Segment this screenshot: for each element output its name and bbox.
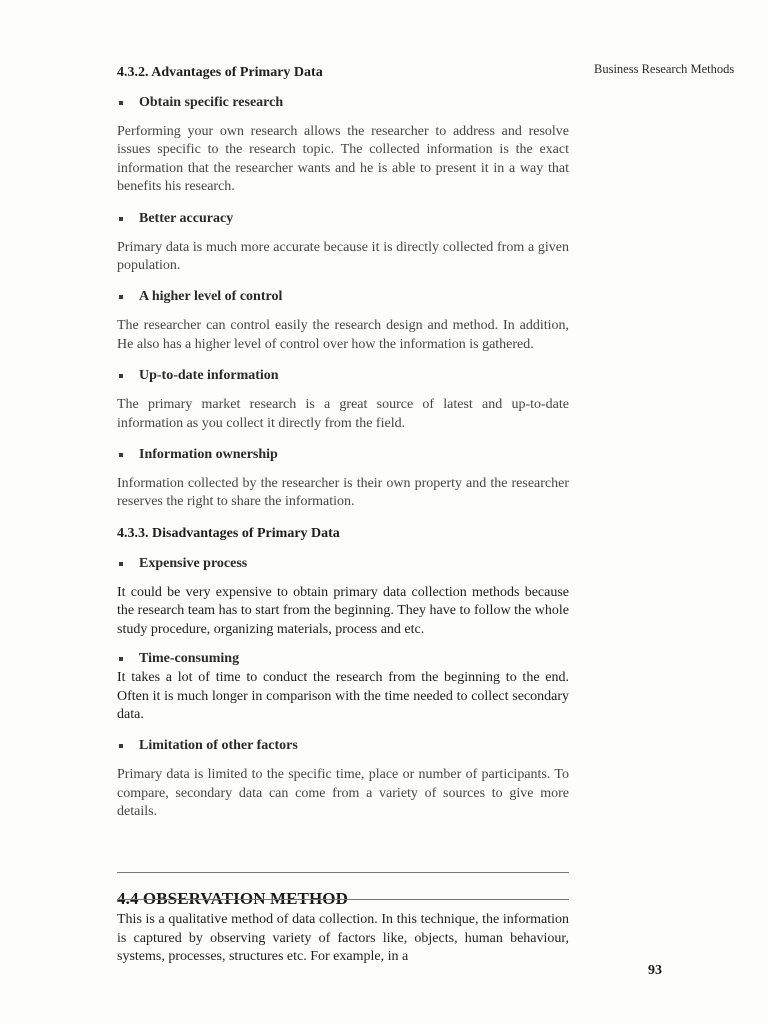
bullet-heading-label: Expensive process [139, 555, 248, 571]
bullet-heading [117, 445, 569, 465]
square-bullet-icon [119, 374, 123, 378]
paragraph: Primary data is much more accurate because it is directly collected from a given population. [117, 239, 569, 274]
bullet-heading-label: Up-to-date information [139, 368, 279, 384]
main-content [117, 63, 569, 822]
square-bullet-icon [119, 217, 123, 221]
bullet-heading [117, 209, 569, 229]
paragraph: The researcher can control easily the research design and method. In addition, He also has a higher level of control over how the information is gathered. [117, 318, 569, 352]
bullet-heading-label: Information ownership [139, 447, 278, 463]
bullet-heading-label: A higher level of control [139, 289, 283, 305]
running-header: Business Research Methods [594, 62, 735, 76]
bullet-heading [117, 736, 569, 756]
section-rule-bottom [117, 899, 569, 900]
square-bullet-icon [119, 657, 123, 661]
paragraph: It takes a lot of time to conduct the research from the beginning to the end. Often it is much longer in comparison with the time needed to collect secondary data. [117, 670, 569, 722]
section-title: 4.4 OBSERVATION METHOD [117, 889, 348, 909]
section-paragraph: This is a qualitative method of data collection. In this technique, the information is captured by observing variety of factors like, objects, human behaviour, systems, processes, structures etc. For example, in a [117, 912, 569, 965]
bullet-heading [117, 287, 569, 307]
paragraph: Performing your own research allows the researcher to address and resolve issues specific to the research topic. The collected information is the exact information that the researcher wants and he is able to present it in a way that benefits his research. [117, 124, 569, 195]
bullet-heading [117, 93, 569, 113]
bullet-heading [117, 366, 569, 386]
bullet-heading-label: Better accuracy [139, 210, 234, 226]
bullet-heading [117, 554, 569, 574]
square-bullet-icon [119, 453, 123, 457]
subsection-title-advantages: 4.3.2. Advantages of Primary Data [117, 65, 323, 80]
bullet-heading-label: Obtain specific research [139, 95, 284, 110]
bullet-heading-label: Time-consuming [139, 651, 240, 667]
page-number: 93 [648, 963, 662, 978]
square-bullet-icon [119, 744, 123, 748]
section-rule-top [117, 872, 569, 873]
square-bullet-icon [119, 101, 123, 105]
paragraph: The primary market research is a great source of latest and up-to-date information as you collect it directly from the field. [117, 397, 569, 431]
paragraph: Information collected by the researcher is their own property and the researcher reserves the right to share the information. [117, 476, 569, 510]
paragraph: It could be very expensive to obtain primary data collection methods because the research team has to start from the beginning. They have to follow the whole study procedure, organizing materials, process and etc. [117, 584, 569, 637]
bullet-heading [117, 649, 569, 669]
bullet-heading-label: Limitation of other factors [139, 738, 298, 754]
square-bullet-icon [119, 295, 123, 299]
subsection-title-disadvantages: 4.3.3. Disadvantages of Primary Data [117, 525, 340, 541]
square-bullet-icon [119, 562, 123, 566]
paragraph: Primary data is limited to the specific time, place or number of participants. To compare, secondary data can come from a variety of sources to give more details. [117, 767, 569, 820]
